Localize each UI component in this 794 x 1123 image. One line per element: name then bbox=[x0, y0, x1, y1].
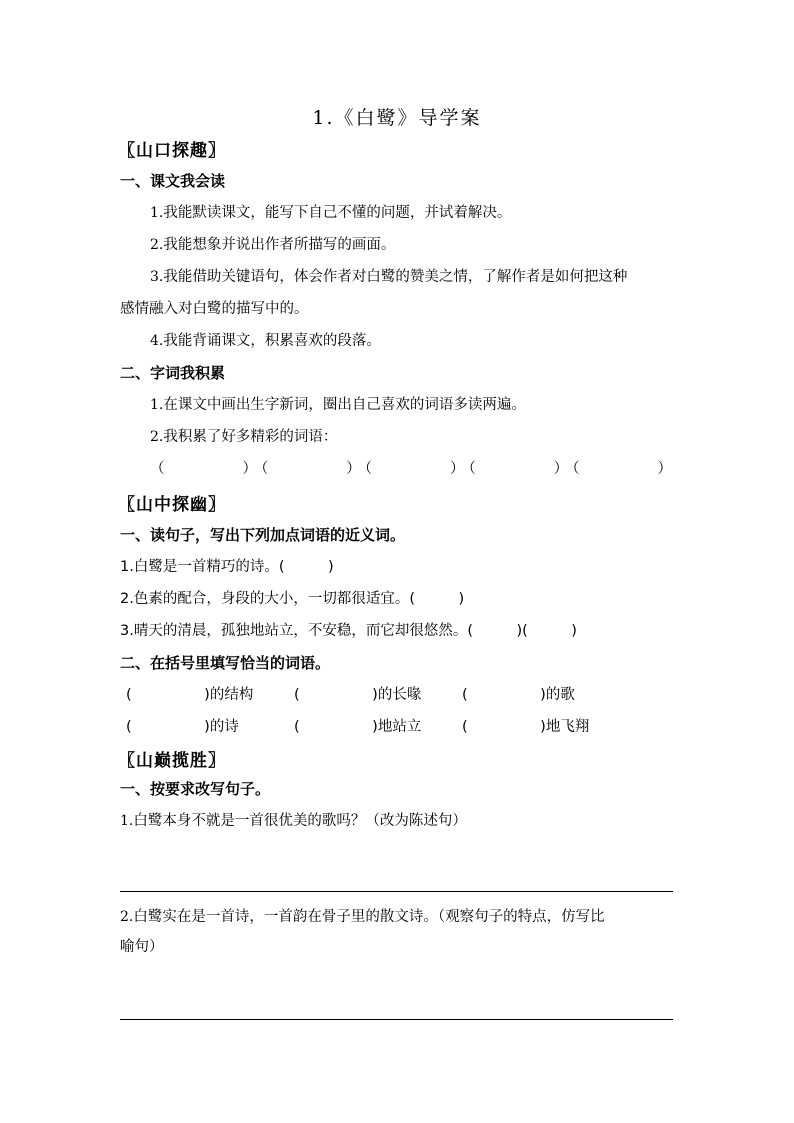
part-heading-fill: 二、在括号里填写恰当的词语。 bbox=[120, 654, 331, 672]
item-number: 1. bbox=[120, 813, 134, 829]
question-item: 3.晴天的清晨，孤独地站立，不安稳，而它却很悠然。( )( ) bbox=[120, 623, 577, 639]
item-text: 白鹭实在是一首诗，一首韵在骨子里的散文诗。（观察句子的特点，仿写比 bbox=[133, 909, 605, 925]
fill-blank[interactable]: ( )地站立 bbox=[294, 719, 422, 735]
list-item bbox=[150, 425, 337, 446]
item-number: 2. bbox=[120, 909, 134, 925]
fill-blank[interactable]: ( )的诗 bbox=[126, 719, 239, 735]
list-item bbox=[150, 201, 511, 222]
page-title: 1.《白鹭》导学案 bbox=[312, 107, 482, 129]
section-heading-shandian: 〖山巅揽胜〗 bbox=[118, 751, 226, 771]
part-heading-synonyms: 一、读句子，写出下列加点词语的近义词。 bbox=[120, 526, 406, 544]
question-item: 1.白鹭是一首精巧的诗。( ) bbox=[120, 559, 334, 575]
item-text: 白鹭本身不就是一首很优美的歌吗？（改为陈述句） bbox=[133, 813, 467, 829]
list-item bbox=[150, 329, 381, 350]
item-number: 4. bbox=[150, 333, 164, 349]
answer-line[interactable] bbox=[120, 891, 673, 892]
list-item bbox=[150, 233, 395, 254]
list-item bbox=[150, 265, 627, 286]
question-item bbox=[120, 905, 605, 926]
item-number: 1. bbox=[150, 397, 164, 413]
fill-blank[interactable]: ( )的结构 bbox=[126, 687, 254, 703]
part-heading-rewrite: 一、按要求改写句子。 bbox=[120, 780, 271, 798]
item-text: 在课文中画出生字新词，圈出自己喜欢的词语多读两遍。 bbox=[163, 397, 526, 413]
question-continuation: 喻句） bbox=[120, 939, 164, 955]
question-item bbox=[120, 809, 467, 830]
item-number: 3. bbox=[150, 269, 164, 285]
item-text: 我能想象并说出作者所描写的画面。 bbox=[163, 237, 396, 253]
item-text: 我能背诵课文，积累喜欢的段落。 bbox=[163, 333, 381, 349]
fill-blank[interactable]: ( )的歌 bbox=[462, 687, 575, 703]
item-text: 我积累了好多精彩的词语： bbox=[163, 429, 338, 445]
fill-blank[interactable]: ( )的长喙 bbox=[294, 687, 422, 703]
list-item-continuation: 感情融入对白鹭的描写中的。 bbox=[120, 301, 309, 317]
item-number: 1. bbox=[150, 205, 164, 221]
part-heading-read: 一、课文我会读 bbox=[120, 172, 226, 190]
section-heading-shanzhong: 〖山中探幽〗 bbox=[118, 495, 226, 515]
answer-line[interactable] bbox=[120, 1019, 673, 1020]
item-number: 2. bbox=[150, 429, 164, 445]
part-heading-words: 二、字词我积累 bbox=[120, 364, 226, 382]
item-text: 我能借助关键语句，体会作者对白鹭的赞美之情，了解作者是如何把这种 bbox=[163, 269, 628, 285]
section-heading-shankou: 〖山口探趣〗 bbox=[118, 141, 226, 161]
fill-blank[interactable]: ( )地飞翔 bbox=[462, 719, 590, 735]
question-item: 2.色素的配合，身段的大小，一切都很适宜。( ) bbox=[120, 591, 465, 607]
list-item bbox=[150, 393, 526, 414]
word-blanks[interactable]: （ ）（ ）（ ）（ ）（ ） bbox=[150, 461, 676, 477]
item-number: 2. bbox=[150, 237, 164, 253]
item-text: 我能默读课文，能写下自己不懂的问题，并试着解决。 bbox=[163, 205, 512, 221]
